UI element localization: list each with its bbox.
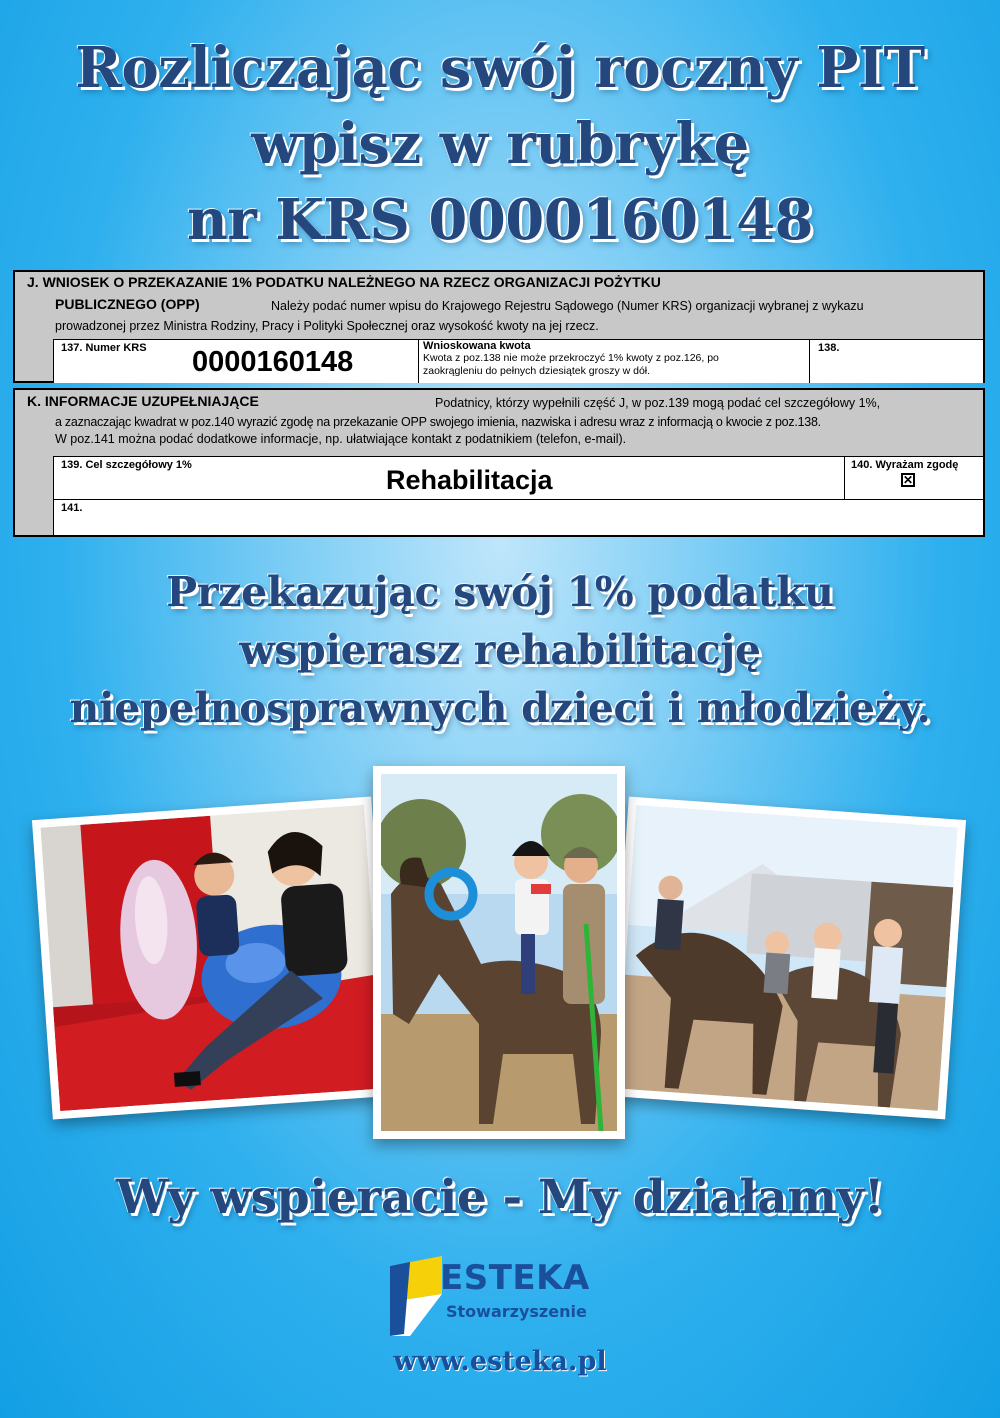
section-k-desc-1: Podatnicy, którzy wypełnili część J, w poz.139 mogą podać cel szczegółowy 1%,: [435, 396, 881, 410]
field-140-label: 140. Wyrażam zgodę: [851, 459, 959, 471]
field-137-krs[interactable]: [53, 339, 419, 383]
field-137-value: 0000160148: [192, 346, 354, 378]
headline-line: wpisz w rubrykę: [251, 111, 749, 177]
main-headline: [0, 30, 1000, 258]
section-j-desc: Należy podać numer wpisu do Krajowego Rejestru Sądowego (Numer KRS) organizacji wybranej z wykazu: [271, 299, 864, 313]
tax-form-section-j: [13, 270, 985, 383]
therapy-photo: [32, 797, 392, 1120]
flag-logo-icon: [384, 1248, 446, 1338]
headline-line: Rozliczając swój roczny PIT: [75, 35, 925, 101]
therapy-photo-icon: [40, 805, 383, 1111]
consent-checkbox[interactable]: ✕: [903, 473, 914, 487]
section-k-desc-2: a zaznaczając kwadrat w poz.140 wyrazić zgodę na przekazanie OPP swojego imienia, nazwiska i adresu wraz z informacją o kwocie z poz.138.: [55, 415, 821, 429]
logo-subtitle: Stowarzyszenie: [446, 1302, 587, 1321]
section-j-desc-cont: prowadzonej przez Ministra Rodziny, Pracy i Polityki Społecznej oraz wysokość kwoty na jej rzecz.: [55, 319, 599, 333]
horse-group-photo: [608, 797, 966, 1120]
amount-note-1: Kwota z poz.138 nie może przekroczyć 1% kwoty z poz.126, po: [423, 352, 719, 364]
section-k-desc-3: W poz.141 można podać dodatkowe informacje, np. ułatwiające kontakt z podatnikiem (telefon, e-mail).: [55, 432, 627, 446]
field-137-label: 137. Numer KRS: [61, 342, 147, 354]
field-141-extra[interactable]: [53, 499, 983, 535]
field-139-goal[interactable]: [53, 456, 845, 500]
headline-line: Przekazując swój 1% podatku: [166, 568, 834, 616]
field-138-label: 138.: [818, 342, 840, 354]
headline-line: wspierasz rehabilitację: [239, 626, 761, 674]
slogan: Wy wspieracie - My działamy!: [115, 1170, 885, 1225]
tax-form-section-k: [13, 388, 985, 537]
section-j-title: J. WNIOSEK O PRZEKAZANIE 1% PODATKU NALEŻNEGO NA RZECZ ORGANIZACJI POŻYTKU: [27, 274, 661, 290]
horse-group-photo-icon: [616, 805, 957, 1111]
amount-note-2: zaokrągleniu do pełnych dziesiątek groszy w dół.: [423, 365, 651, 377]
field-139-value: Rehabilitacja: [386, 465, 553, 495]
field-138-amount[interactable]: [809, 339, 983, 383]
field-141-label: 141.: [61, 502, 83, 514]
headline-line: niepełnosprawnych dzieci i młodzieży.: [69, 684, 931, 732]
field-amount-info: [418, 339, 810, 383]
horse-riding-photo: [373, 766, 625, 1139]
section-j-title-cont: PUBLICZNEGO (OPP): [55, 296, 200, 312]
headline-line: nr KRS 0000160148: [186, 187, 813, 253]
section-k-title: K. INFORMACJE UZUPEŁNIAJĄCE: [27, 393, 259, 409]
field-139-label: 139. Cel szczegółowy 1%: [61, 459, 192, 471]
esteka-logo: [380, 1248, 620, 1338]
field-140-consent[interactable]: [844, 456, 983, 500]
horse-riding-photo-icon: [381, 774, 617, 1131]
amount-label: Wnioskowana kwota: [423, 340, 531, 352]
mid-headline: [0, 563, 1000, 737]
logo-name: ESTEKA: [440, 1258, 590, 1298]
website-link[interactable]: www.esteka.pl: [393, 1346, 607, 1377]
